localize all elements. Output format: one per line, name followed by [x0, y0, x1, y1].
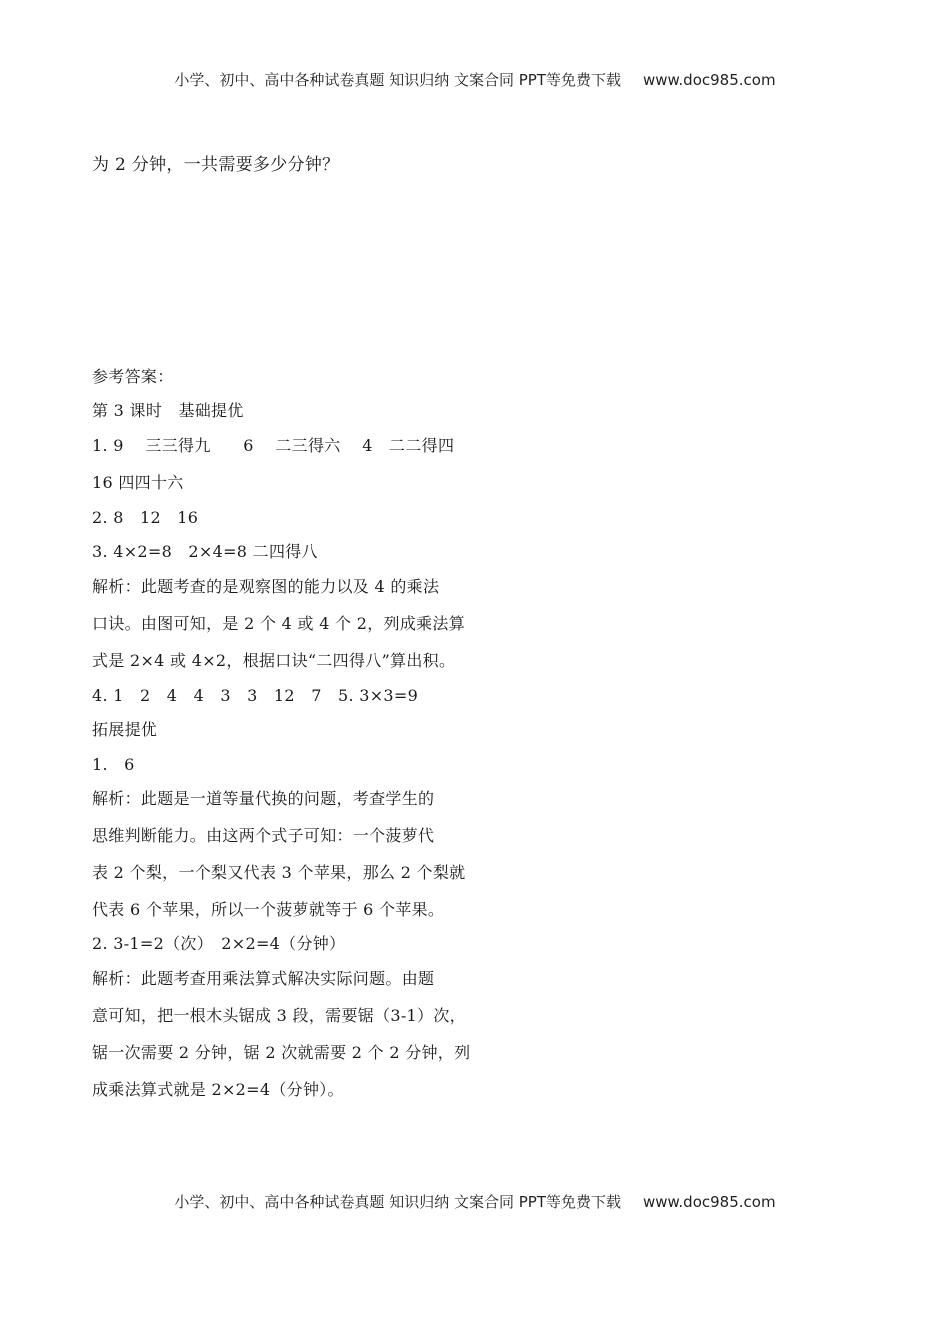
- question-tail: 为 2 分钟，一共需要多少分钟？: [92, 155, 340, 175]
- answer-line: 拓展提优: [92, 720, 158, 739]
- answers-heading: 参考答案：: [92, 367, 174, 386]
- answer-line: 1. 9 三三得九 6 二三得六 4 二二得四: [92, 436, 455, 455]
- header-text: 小学、初中、高中各种试卷真题 知识归纳 文案合同 PPT等免费下载: [174, 71, 621, 89]
- page-footer: [0, 1191, 950, 1212]
- footer-site: www.doc985.com: [642, 1193, 776, 1211]
- answer-line: 表 2 个梨，一个梨又代表 3 个苹果，那么 2 个梨就: [92, 863, 466, 882]
- answer-line: 2. 8 12 16: [92, 508, 199, 527]
- answer-line: 意可知，把一根木头锯成 3 段，需要锯（3-1）次，: [92, 1006, 466, 1025]
- footer-text: 小学、初中、高中各种试卷真题 知识归纳 文案合同 PPT等免费下载: [174, 1193, 621, 1211]
- answer-line: 锯一次需要 2 分钟，锯 2 次就需要 2 个 2 分钟，列: [92, 1043, 471, 1062]
- answer-line: 式是 2×4 或 4×2，根据口诀“二四得八”算出积。: [92, 651, 456, 670]
- page-header: [0, 69, 950, 90]
- answer-line: 第 3 课时 基础提优: [92, 401, 244, 420]
- answer-line: 2. 3-1=2（次） 2×2=4（分钟）: [92, 934, 346, 953]
- answer-line: 解析：此题是一道等量代换的问题，考查学生的: [92, 789, 435, 808]
- answer-line: 口诀。由图可知，是 2 个 4 或 4 个 2，列成乘法算: [92, 614, 466, 633]
- answer-line: 代表 6 个苹果，所以一个菠萝就等于 6 个苹果。: [92, 900, 445, 919]
- answer-line: 16 四四十六: [92, 473, 184, 492]
- answer-line: 解析：此题考查用乘法算式解决实际问题。由题: [92, 969, 435, 988]
- header-site: www.doc985.com: [642, 71, 776, 89]
- answer-line: 3. 4×2=8 2×4=8 二四得八: [92, 542, 318, 561]
- answer-line: 1. 6: [92, 755, 135, 774]
- answer-line: 4. 1 2 4 4 3 3 12 7 5. 3×3=9: [92, 686, 419, 705]
- answer-line: 成乘法算式就是 2×2=4（分钟）。: [92, 1080, 344, 1099]
- answer-line: 解析：此题考查的是观察图的能力以及 4 的乘法: [92, 577, 440, 596]
- answer-line: 思维判断能力。由这两个式子可知：一个菠萝代: [92, 826, 435, 845]
